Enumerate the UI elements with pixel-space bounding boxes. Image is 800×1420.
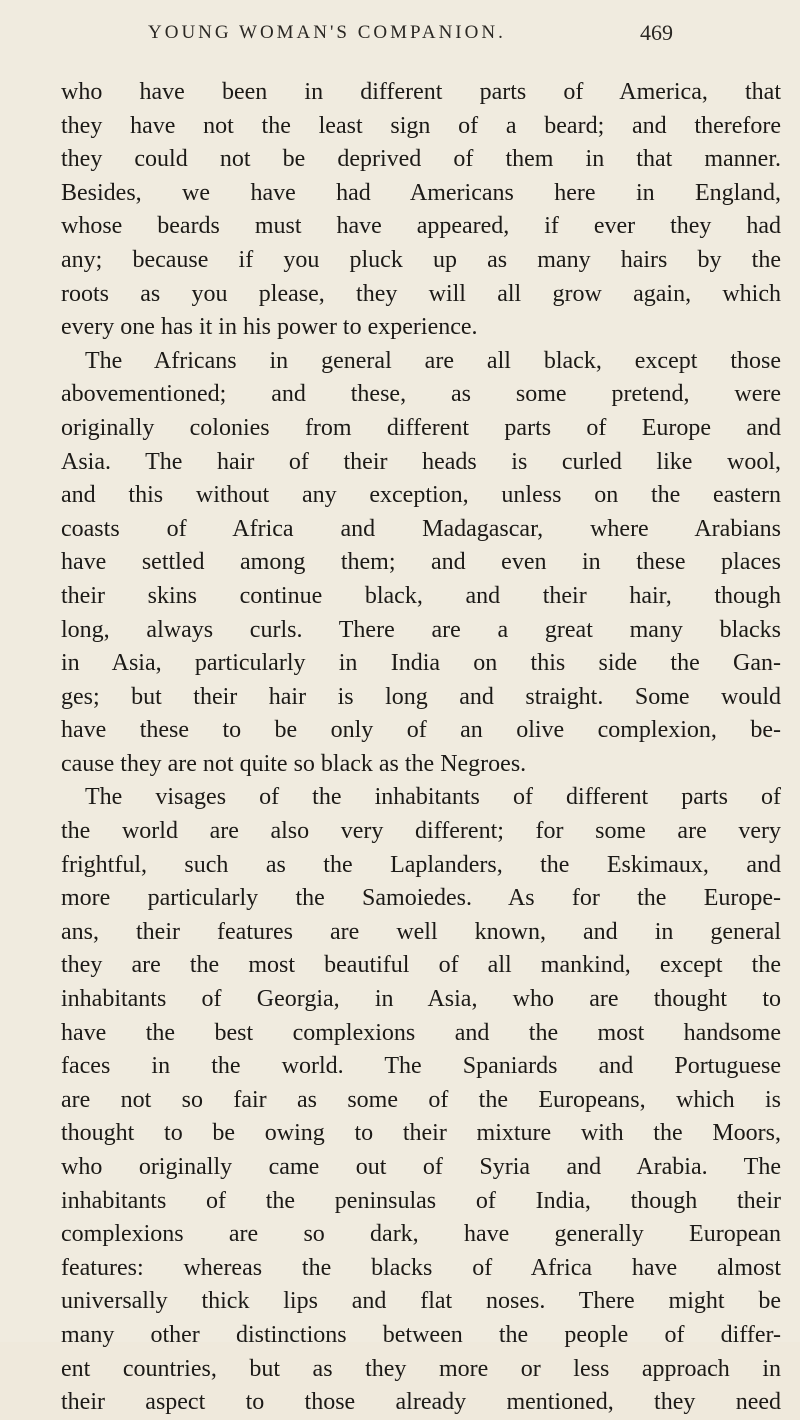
text-line: ent countries, but as they more or less approach in bbox=[61, 1355, 781, 1382]
text-line: every one has it in his power to experience. bbox=[61, 314, 478, 341]
text-line: the world are also very different; for some are very bbox=[61, 818, 781, 845]
text-line: they have not the least sign of a beard; and therefore bbox=[61, 112, 781, 139]
text-line: Besides, we have had Americans here in England, bbox=[61, 179, 781, 206]
running-head-title: YOUNG WOMAN'S COMPANION. bbox=[148, 22, 506, 43]
text-line: whose beards must have appeared, if ever they had bbox=[61, 213, 781, 240]
text-line: roots as you please, they will all grow again, which bbox=[61, 280, 781, 307]
text-line: long, always curls. There are a great many blacks bbox=[61, 616, 781, 643]
text-line: have settled among them; and even in these places bbox=[61, 549, 781, 576]
text-line: and this without any exception, unless on the eastern bbox=[61, 482, 781, 509]
text-line: have these to be only of an olive complexion, be- bbox=[61, 717, 781, 744]
text-line: who originally came out of Syria and Arabia. The bbox=[61, 1154, 781, 1180]
text-line: more particularly the Samoiedes. As for the Europe- bbox=[61, 885, 781, 912]
text-line: their aspect to those already mentioned, they need bbox=[61, 1389, 781, 1416]
text-line: inhabitants of Georgia, in Asia, who are thought to bbox=[61, 986, 781, 1013]
text-line: they are the most beautiful of all mankind, except the bbox=[61, 952, 781, 979]
text-line: inhabitants of the peninsulas of India, though their bbox=[61, 1187, 781, 1214]
text-line: any; because if you pluck up as many hairs by the bbox=[61, 246, 781, 273]
text-line: coasts of Africa and Madagascar, where Arabians bbox=[61, 515, 781, 542]
text-line: they could not be deprived of them in that manner. bbox=[61, 146, 781, 173]
text-line: ans, their features are well known, and in general bbox=[61, 918, 781, 945]
text-line: faces in the world. The Spaniards and Portuguese bbox=[61, 1053, 781, 1080]
text-line: their skins continue black, and their hair, though bbox=[61, 582, 781, 609]
text-line: cause they are not quite so black as the Negroes. bbox=[61, 750, 527, 777]
text-line: abovementioned; and these, as some pretend, were bbox=[61, 381, 781, 408]
text-line: frightful, such as the Laplanders, the Eskimaux, and bbox=[61, 851, 781, 878]
text-line: who have been in different parts of America, that bbox=[61, 79, 781, 105]
text-line: originally colonies from different parts of Europe and bbox=[61, 414, 781, 441]
text-line: in Asia, particularly in India on this side the Gan- bbox=[61, 650, 781, 677]
text-line: Asia. The hair of their heads is curled like wool, bbox=[61, 448, 781, 475]
text-line: complexions are so dark, have generally European bbox=[61, 1221, 781, 1248]
paragraph-start-line: The visages of the inhabitants of different parts of bbox=[85, 784, 781, 811]
body-text bbox=[61, 76, 781, 1420]
text-line: universally thick lips and flat noses. There might be bbox=[61, 1288, 781, 1315]
text-line: many other distinctions between the people of differ- bbox=[61, 1321, 781, 1348]
paragraph-start-line: The Africans in general are all black, except those bbox=[85, 347, 781, 374]
page-number: 469 bbox=[640, 20, 673, 45]
text-line: ges; but their hair is long and straight. Some would bbox=[61, 683, 781, 710]
text-line: have the best complexions and the most handsome bbox=[61, 1019, 781, 1046]
running-head bbox=[0, 12, 800, 52]
text-line: features: whereas the blacks of Africa have almost bbox=[61, 1254, 781, 1281]
text-line: are not so fair as some of the Europeans, which is bbox=[61, 1086, 781, 1113]
text-line: thought to be owing to their mixture with the Moors, bbox=[61, 1120, 781, 1147]
